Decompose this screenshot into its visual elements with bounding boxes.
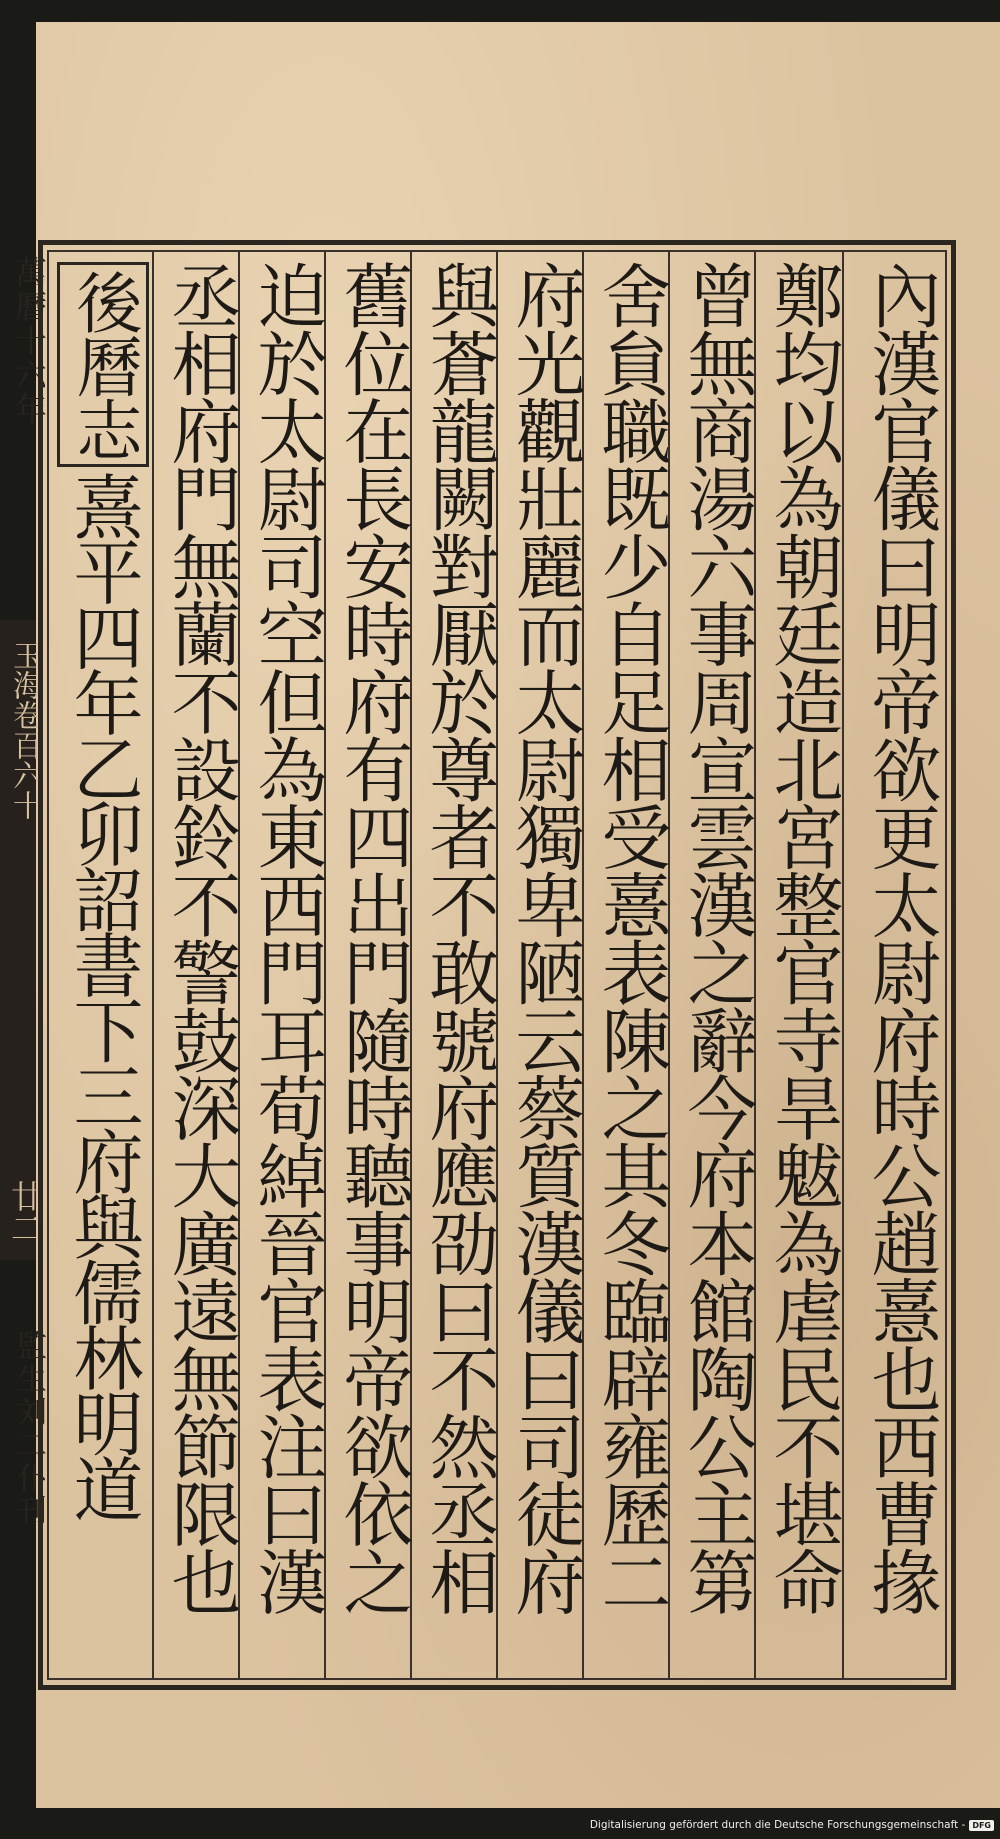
text-column [416, 260, 502, 1680]
text-column [244, 260, 330, 1680]
text-column [502, 260, 588, 1680]
text-column [158, 260, 244, 1680]
fish-tail-label: 玉海卷百六十 [7, 640, 42, 820]
folio-label: 萬曆十六年 [10, 256, 48, 426]
footer-credit: Digitalisierung gefördert durch die Deutsche Forschungsgemeinschaft - [589, 1819, 966, 1831]
column-text: 內漢官儀曰明帝欲更太尉府時公趙憙也西曹掾 [860, 260, 942, 1615]
text-column [858, 260, 944, 1680]
dfg-footer [590, 1815, 994, 1835]
page-number: 廿二 [6, 1180, 44, 1244]
boxed-title-text: 後曆志 [65, 269, 142, 461]
column-text: 曾無商湯六事周宣雲漢之辭今府本館陶公主第 [676, 260, 758, 1615]
column-text: 迫於太尉司空但為東西門耳荀綽晉官表注曰漢 [246, 260, 328, 1615]
column-text: 府光觀壯麗而太尉獨卑陋云蔡質漢儀曰司徒府 [504, 260, 586, 1615]
text-column [674, 260, 760, 1680]
text-column [760, 260, 846, 1680]
dfg-logo-icon: DFG [969, 1820, 994, 1831]
column-text: 丞相府門無蘭不設鈴不警鼓深大廣遠無節限也 [160, 260, 242, 1615]
text-column [588, 260, 674, 1680]
column-rule [152, 252, 154, 1680]
text-column-last [60, 262, 146, 1682]
column-text: 熹平四年乙卯詔書下三府與儒林明道 [62, 471, 144, 1520]
column-text: 與蒼龍闕對厭於尊者不敢號府應劭曰不然丞相 [418, 260, 500, 1615]
column-text: 鄭均以為朝廷造北宮整官寺旱魃為虐民不堪命 [762, 260, 844, 1615]
column-text: 舍貟職既少自足相受憙表陳之其冬臨辟雍歷二 [590, 260, 672, 1615]
boxed-title [57, 262, 149, 467]
carver-note: 監生刘二仆刊 [11, 1330, 46, 1528]
text-column [330, 260, 416, 1680]
column-text: 舊位在長安時府有四出門隨時聽事明帝欲依之 [332, 260, 414, 1615]
